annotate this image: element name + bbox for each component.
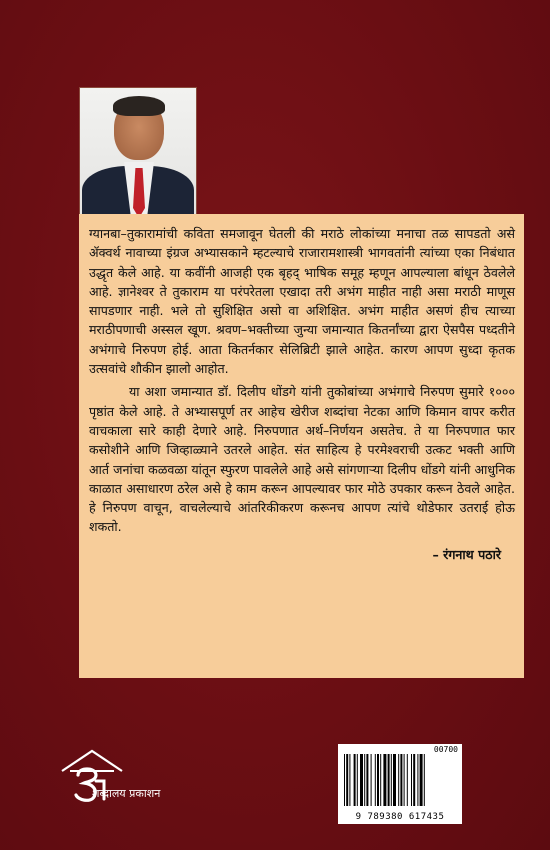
barcode-bar xyxy=(400,754,402,806)
barcode-bar xyxy=(404,754,405,806)
barcode-bar xyxy=(413,754,415,806)
barcode-price-code: 00700 xyxy=(433,745,458,754)
barcode-bar xyxy=(366,754,368,806)
barcode-bar xyxy=(377,754,379,806)
barcode-bar xyxy=(364,754,365,806)
barcode-bar xyxy=(349,754,350,806)
barcode-bar xyxy=(371,754,372,806)
barcode-bar xyxy=(411,754,412,806)
author-photo xyxy=(79,87,197,217)
barcode-bar xyxy=(357,754,358,806)
barcode-bar xyxy=(393,754,396,806)
barcode-bar xyxy=(398,754,399,806)
barcode-bar xyxy=(380,754,381,806)
barcode-bar xyxy=(383,754,386,806)
barcode-bar xyxy=(346,754,348,806)
barcode-bar xyxy=(344,754,345,806)
barcode-bar xyxy=(391,754,392,806)
barcode-bar xyxy=(360,754,363,806)
barcode-bar xyxy=(354,754,356,806)
blurb-paragraph-1: ग्यानबा–तुकारामांची कविता समजावून घेतली की मराठे लोकांच्या मनाचा तळ सापडतो असे ॲक्वर्थ नावाच्या इंग्रज अभ्यासकाने म्हटल्याचे राजारामशास्त्री भागवतांनी त्यांच्या एका निबंधात उद्धृत केले आहे. या कवींनी आजही एक बृहद् भाषिक समूह म्हणून आपल्याला बांधून ठेवलेले आहे. ज्ञानेश्वर ते तुकाराम या परंपरेतला एखादा तरी अभंग माहीत नाही असा मराठी माणूस सापडणार नाही. भले तो सुशिक्षित असो वा अशिक्षित. अभंग माहीत असणं हीच त्याच्या मराठीपणाची अस्सल खूण. श्रवण–भक्तीच्या जुन्या जमान्यात कितर्नांच्या द्वारा ऐसपैस पध्दतीने अभंगाचे निरुपण होई. आता कितर्नकार सेलिब्रिटी झाले आहेत. कारण आपण सुध्दा कृतक उत्सवांचे शौकीन झालो आहोत. xyxy=(89,226,515,377)
author-portrait-hair xyxy=(113,96,165,116)
barcode-bar xyxy=(420,754,423,806)
blurb-panel xyxy=(79,214,524,678)
barcode-bar xyxy=(424,754,425,806)
publisher-name: शब्दालय प्रकाशन xyxy=(92,787,161,800)
barcode-bar xyxy=(417,754,418,806)
barcode-bar xyxy=(407,754,408,806)
barcode-digits: 9 789380 617435 xyxy=(355,812,445,822)
barcode-bars xyxy=(344,754,456,806)
isbn-barcode xyxy=(338,744,462,824)
blurb-paragraph-2: या अशा जमान्यात डॉ. दिलीप धोंडगे यांनी तुकोबांच्या अभंगाचे निरुपण सुमारे १००० पृष्ठांत केले आहे. ते अभ्यासपूर्ण तर आहेच खेरीज शब्दांचा नेटका आणि किमान वापर करीत वाचकाला सारे काही देणारे आहे. निरुपणात अर्थ–निर्णयन असतेच. ते या निरुपणात फार कसोशीने आणि जिव्हाळ्याने उतरले आहेत. संत साहित्य हे परमेश्वराची उत्कट भक्ती आणि आर्त जनांचा कळवळा यांतून स्फुरण पावलेले आहे असे सांगणाऱ्या दिलीप धोंडगे यांनी आधुनिक काळात असाधारण ठरेल असे हे काम करून आपल्यावर फार मोठे उपकार करून ठेवले आहेत. हे निरुपण वाचून, वाचलेल्याचे आंतरिकीकरण करूनच आपण त्यांचे थोडेफार उतराई होऊ शकतो. xyxy=(89,384,515,535)
blurb-signature: – रंगनाथ पठारे xyxy=(432,546,501,562)
barcode-bar xyxy=(375,754,376,806)
barcode-bar xyxy=(388,754,390,806)
